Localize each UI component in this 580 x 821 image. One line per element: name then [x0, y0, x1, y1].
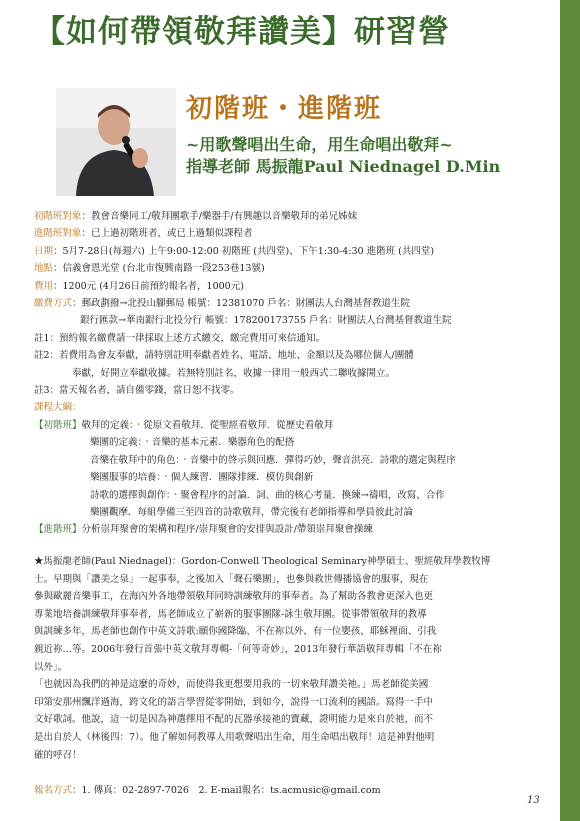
course-outline-heading: 課程大綱：: [34, 402, 82, 414]
note-2b: 奉獻，好開立奉獻收據。若無特別註名，收據一律用一般西式二聯收據開立。: [72, 367, 396, 379]
advanced-course-body: 分析崇拜聚會的架構和程序/崇拜聚會的安排與設計/帶領崇拜聚會操練: [81, 524, 373, 536]
b-line-1-label: 樂團的定義：: [90, 437, 143, 449]
tagline: ~用歌聲唱出生命，用生命唱出敬拜~: [186, 135, 453, 154]
bio-line: 文好歌詞。他說，這一切是因為神選擇用不配的瓦器承接祂的寶藏，證明能力是來自於祂，而不: [34, 714, 434, 726]
payment-row: [34, 295, 534, 312]
beginner-audience-value: ：教會音樂同工/敬拜團歌手/樂器手/有興趣以音樂敬拜的弟兄姊妹: [81, 211, 358, 222]
b-line-3: 樂團服事的培養：・個人練習．團隊排練．模仿與創新: [90, 472, 314, 484]
date-row: [34, 243, 534, 260]
beginner-audience-row: [34, 208, 534, 225]
payment-value-postal: ：郵政劃撥→北投山腳郵局 帳號：12381070 戶名：財團法人台灣基督教道生院: [72, 298, 410, 310]
b-line-1: 樂團的定義：・音樂的基本元素．樂器角色的配搭: [90, 437, 295, 449]
b-line-2: 音樂在敬拜中的角色：・音樂中的啓示與回應．彈得巧妙，聲音洪亮．詩歌的選定與程序: [90, 454, 456, 466]
teacher-bio: [34, 553, 534, 764]
bio-line: 確的呼召！: [34, 749, 82, 761]
payment-label: 繳費方式: [34, 298, 73, 310]
note-2a: 註2：若費用為會友奉獻，請特別註明奉獻者姓名、電話、地址、金額以及為哪位個人/團體: [34, 350, 414, 362]
b-line-5-body: 每組學備三至四首的詩歌敬拜，帶完後有老師指導和學員彼此討論: [137, 506, 414, 518]
registration-row: [34, 782, 381, 796]
beginner-course-tag: 【初階班】: [34, 419, 82, 431]
bio-line: 參與歐麗音樂事工，在海內外各地帶領敬拜同時訓練敬拜的事奉者。為了幫助各教會更深入也更: [34, 591, 434, 603]
beginner-audience-label: 初階班對象: [34, 211, 82, 222]
b-line-5-label: 樂團觀摩．: [90, 506, 138, 518]
b-line-4-body: 聚會程序的討論．詞、曲的核心考量．換練→禱唱，改寫、合作: [180, 489, 445, 501]
fee-label: 費用: [34, 280, 54, 292]
fee-row: [34, 278, 534, 295]
bio-line: 「也就因為我們的神是這麼的奇妙，而使得我更想要用我的一切來敬拜讚美祂。」馬老師從美國: [34, 679, 429, 691]
place-value: ：信義會恩光堂 (台北市復興南路一段253巷13號): [53, 263, 265, 275]
date-label: 日期: [34, 245, 54, 257]
course-subtitle: 初階班・進階班: [186, 94, 383, 124]
b-line-4-label: 詩歌的選擇與創作：: [90, 489, 171, 501]
b-line-2-label: 音樂在敬拜中的角色：: [90, 454, 181, 466]
bio-line: 親近祢…等。2006年發行首張中英文敬拜專輯-「何等奇妙」，2013年發行華語敬拜專輯「不在祢: [34, 643, 442, 655]
page-title: 【如何帶領敬拜讚美】研習營: [34, 14, 450, 50]
payment-row-bank: [34, 312, 534, 329]
bio-line: 以外」。: [34, 661, 68, 673]
fee-value: ：1200元 (4月26日前預約報名者，1000元): [53, 280, 244, 292]
advanced-course-row: [34, 521, 534, 538]
info-section: [34, 208, 534, 539]
b-line-0-label: 敬拜的定義：: [81, 419, 134, 431]
b-line-1-body: 音樂的基本元素．樂器角色的配搭: [151, 437, 295, 449]
place-label: 地點: [34, 263, 54, 275]
bio-line: 印第安那州飄洋過海，跨文化的語言學習從零開始，到如今，說得一口流利的國語。寫得一手中: [34, 696, 434, 708]
advanced-audience-label: 進階班對象: [34, 228, 82, 240]
teacher-line: 指導老師 馬振龍Paul Niednagel D.Min: [186, 157, 501, 176]
bio-line: 是出自於人（林後四：7）。他了解如何教導人用歌聲唱出生命，用生命唱出敬拜！這是神對他明: [34, 731, 435, 743]
bio-line: 士。早期與「讚美之泉」一起事奉，之後加入「聲石樂團」，也參與救世傳播協會的服事，現在: [34, 573, 429, 585]
date-value: ：5月7-28日(每週六) 上午9:00-12:00 初階班 (共四堂)、下午1:30-4:30 進階班 (共四堂): [53, 245, 435, 257]
place-row: [34, 260, 534, 277]
decorative-side-strip: [560, 0, 580, 821]
registration-value: ：1. 傳真：02-2897-7026 2. E-mail報名：ts.acmusic@gmail.com: [72, 785, 381, 796]
registration-label: 報名方式: [34, 785, 73, 796]
b-line-5: [34, 504, 534, 521]
advanced-audience-row: [34, 225, 534, 242]
payment-value-bank: 銀行匯款→華南銀行北投分行 帳號：178200173755 戶名：財團法人台灣基督教道生院: [80, 315, 452, 327]
teacher-photo: [56, 88, 176, 196]
bio-line: 與訓練多年，馬老師也創作中英文詩歌:願你國降臨、不在祢以外、有一位嬰孩、耶穌裡面、引我: [34, 626, 437, 638]
bio-line: 專業地培養訓練敬拜事奉者，馬老師成立了嶄新的服事團隊-詠生敬拜團。從事帶領敬拜的教導: [34, 608, 427, 620]
bio-line: ★馬振龍老師(Paul Niednagel)：Gordon-Conwell Theological Seminary神學碩士、聖經敬拜學教牧博: [34, 556, 491, 567]
b-line-4: 詩歌的選擇與創作：・聚會程序的討論．詞、曲的核心考量．換練→禱唱，改寫、合作: [90, 489, 445, 501]
note-1: 註1：預約報名繳費請一律採取上述方式繳交，繳完費用可來信通知。: [34, 332, 326, 344]
b-line-3-label: 樂團服事的培養：: [90, 472, 162, 484]
b-line-2-body: 音樂中的啓示與回應．彈得巧妙，聲音洪亮．詩歌的選定與程序: [189, 454, 456, 466]
beginner-course-row: 【初階班】敬拜的定義：・從原文看敬拜．從聖經看敬拜．從歷史看敬拜: [34, 419, 334, 431]
note-3: 註3：當天報名者，請自備零錢，當日恕不找零。: [34, 385, 240, 397]
b-line-0-body: 從原文看敬拜．從聖經看敬拜．從歷史看敬拜: [143, 419, 334, 431]
advanced-course-tag: 【進階班】: [34, 524, 82, 536]
advanced-audience-value: ：已上過初階班者，或已上過類似課程者: [81, 228, 253, 240]
page-number: 13: [527, 795, 540, 806]
teacher-photo-illustration: [56, 88, 176, 196]
b-line-3-body: 個人練習．團隊排練．模仿與創新: [170, 472, 314, 484]
